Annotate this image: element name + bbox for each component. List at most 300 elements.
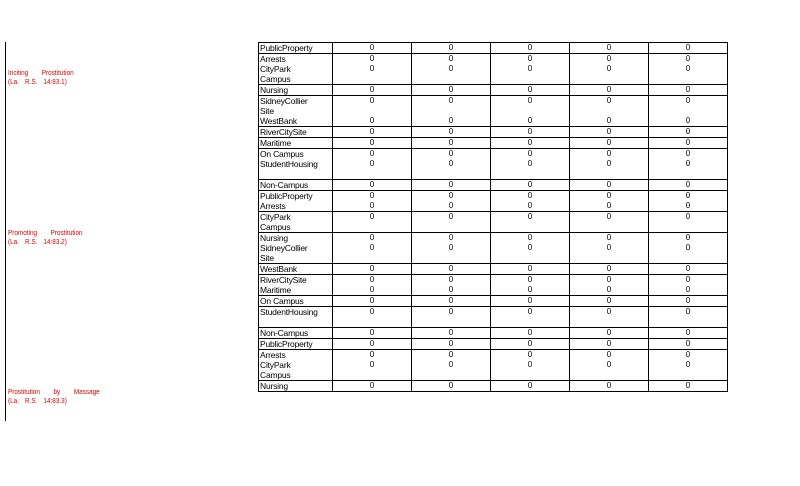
location-label: On Campus xyxy=(260,149,304,159)
count-cell xyxy=(491,381,570,392)
count-cell xyxy=(412,54,491,85)
count-value: 0 xyxy=(448,85,454,94)
count-value: 0 xyxy=(527,350,533,359)
count-value: 0 xyxy=(527,85,533,94)
count-cell xyxy=(570,96,649,127)
count-value: 0 xyxy=(685,191,691,200)
count-cell xyxy=(491,264,570,275)
count-cell xyxy=(412,350,491,381)
count-value: 0 xyxy=(369,191,375,200)
count-value: 0 xyxy=(685,285,691,294)
count-cell xyxy=(649,212,728,233)
count-value: 0 xyxy=(369,138,375,147)
count-cell xyxy=(412,191,491,212)
count-value: 0 xyxy=(606,43,612,52)
location-label: SidneyCollier xyxy=(260,243,308,253)
count-value: 0 xyxy=(369,116,375,125)
location-label: PublicProperty xyxy=(260,43,313,53)
count-value: 0 xyxy=(369,296,375,305)
count-cell xyxy=(649,138,728,149)
table-row xyxy=(259,328,728,339)
count-value: 0 xyxy=(448,64,454,73)
count-cell xyxy=(570,43,649,54)
count-value: 0 xyxy=(369,64,375,73)
count-value: 0 xyxy=(685,96,691,105)
count-cell xyxy=(570,127,649,138)
count-value: 0 xyxy=(606,64,612,73)
location-label xyxy=(260,169,332,179)
count-value xyxy=(412,106,490,116)
offense-label xyxy=(8,228,83,246)
count-value: 0 xyxy=(685,264,691,273)
count-cell xyxy=(649,350,728,381)
location-cell xyxy=(259,233,333,264)
count-cell xyxy=(333,339,412,350)
location-label: WestBank xyxy=(260,264,297,274)
table-row xyxy=(259,43,728,54)
count-value: 0 xyxy=(527,159,533,168)
count-cell xyxy=(570,350,649,381)
location-cell xyxy=(259,328,333,339)
count-value: 0 xyxy=(448,149,454,158)
count-value: 0 xyxy=(606,264,612,273)
count-cell xyxy=(570,149,649,180)
count-cell xyxy=(649,339,728,350)
location-cell xyxy=(259,350,333,381)
count-value: 0 xyxy=(527,149,533,158)
count-value: 0 xyxy=(527,127,533,136)
count-value: 0 xyxy=(685,296,691,305)
count-value: 0 xyxy=(527,264,533,273)
count-cell xyxy=(333,381,412,392)
count-cell xyxy=(412,264,491,275)
count-value: 0 xyxy=(606,138,612,147)
location-label: CityPark xyxy=(260,64,291,74)
count-cell xyxy=(412,275,491,296)
count-value: 0 xyxy=(369,328,375,337)
location-label: SidneyCollier xyxy=(260,96,308,106)
count-cell xyxy=(333,328,412,339)
count-cell xyxy=(649,296,728,307)
count-cell xyxy=(333,96,412,127)
count-value: 0 xyxy=(369,381,375,390)
location-cell xyxy=(259,43,333,54)
offense-column xyxy=(5,42,259,421)
count-value: 0 xyxy=(685,381,691,390)
count-value: 0 xyxy=(527,328,533,337)
table-row xyxy=(259,180,728,191)
count-cell xyxy=(491,96,570,127)
count-cell xyxy=(333,180,412,191)
count-cell xyxy=(491,149,570,180)
count-value: 0 xyxy=(685,350,691,359)
count-cell xyxy=(649,149,728,180)
count-cell xyxy=(570,85,649,96)
count-cell xyxy=(491,85,570,96)
count-value: 0 xyxy=(606,233,612,242)
count-value: 0 xyxy=(369,360,375,369)
count-cell xyxy=(333,233,412,264)
count-value: 0 xyxy=(369,275,375,284)
count-value: 0 xyxy=(685,233,691,242)
count-value: 0 xyxy=(527,275,533,284)
count-value: 0 xyxy=(448,243,454,252)
table-row xyxy=(259,54,728,85)
count-value: 0 xyxy=(606,328,612,337)
location-cell xyxy=(259,85,333,96)
location-label: Campus xyxy=(260,74,291,84)
count-cell xyxy=(491,43,570,54)
count-value: 0 xyxy=(527,360,533,369)
count-cell xyxy=(570,191,649,212)
count-value: 0 xyxy=(369,180,375,189)
count-value: 0 xyxy=(448,138,454,147)
count-value: 0 xyxy=(606,381,612,390)
location-cell xyxy=(259,264,333,275)
count-value: 0 xyxy=(527,339,533,348)
count-value: 0 xyxy=(606,339,612,348)
count-cell xyxy=(333,350,412,381)
location-label: CityPark xyxy=(260,360,291,370)
count-value: 0 xyxy=(369,43,375,52)
offense-citation: (La. R.S. 14:83.2) xyxy=(8,237,67,246)
offense-name-word: Inciting xyxy=(8,68,29,77)
location-label: Site xyxy=(260,106,274,116)
count-cell xyxy=(412,233,491,264)
location-label: Arrests xyxy=(260,201,286,211)
count-value: 0 xyxy=(448,307,454,316)
count-value: 0 xyxy=(369,339,375,348)
count-value: 0 xyxy=(606,116,612,125)
count-value: 0 xyxy=(448,212,454,221)
count-cell xyxy=(649,275,728,296)
count-value xyxy=(649,106,727,116)
count-cell xyxy=(570,264,649,275)
offense-name-word: by xyxy=(53,387,61,396)
count-cell xyxy=(570,339,649,350)
offense-citation: (La. R.S. 14:83.3) xyxy=(8,396,67,405)
count-cell xyxy=(570,233,649,264)
location-cell xyxy=(259,275,333,296)
count-cell xyxy=(412,85,491,96)
count-value: 0 xyxy=(685,212,691,221)
count-value: 0 xyxy=(527,243,533,252)
count-value: 0 xyxy=(448,328,454,337)
location-cell xyxy=(259,149,333,180)
location-label: StudentHousing xyxy=(260,307,318,317)
count-value: 0 xyxy=(606,149,612,158)
count-cell xyxy=(491,212,570,233)
count-value: 0 xyxy=(369,96,375,105)
location-cell xyxy=(259,127,333,138)
count-value: 0 xyxy=(527,212,533,221)
count-cell xyxy=(491,180,570,191)
count-value: 0 xyxy=(369,54,375,63)
offense-name-word: Promoting xyxy=(8,228,38,237)
count-cell xyxy=(412,149,491,180)
count-cell xyxy=(412,180,491,191)
location-cell xyxy=(259,212,333,233)
count-value: 0 xyxy=(606,191,612,200)
table-row xyxy=(259,296,728,307)
location-label: RiverCitySite xyxy=(260,275,307,285)
table-row xyxy=(259,96,728,127)
count-value: 0 xyxy=(527,201,533,210)
count-cell xyxy=(649,264,728,275)
count-cell xyxy=(333,138,412,149)
count-cell xyxy=(649,85,728,96)
table-row xyxy=(259,275,728,296)
count-cell xyxy=(412,127,491,138)
count-value: 0 xyxy=(685,201,691,210)
count-value: 0 xyxy=(685,149,691,158)
count-cell xyxy=(491,307,570,328)
count-value: 0 xyxy=(369,149,375,158)
count-value: 0 xyxy=(685,275,691,284)
count-cell xyxy=(412,381,491,392)
count-value: 0 xyxy=(685,138,691,147)
count-value xyxy=(333,106,411,116)
table-row xyxy=(259,307,728,328)
count-value: 0 xyxy=(685,339,691,348)
count-cell xyxy=(412,307,491,328)
offense-name-word: Prostitution xyxy=(8,387,40,396)
count-value: 0 xyxy=(527,54,533,63)
count-cell xyxy=(491,339,570,350)
count-cell xyxy=(570,180,649,191)
location-cell xyxy=(259,296,333,307)
count-cell xyxy=(412,296,491,307)
location-label: Nursing xyxy=(260,85,288,95)
location-label: PublicProperty xyxy=(260,339,313,349)
location-label: Site xyxy=(260,253,274,263)
location-label: Non-Campus xyxy=(260,180,309,190)
count-value: 0 xyxy=(369,233,375,242)
count-value: 0 xyxy=(606,285,612,294)
count-cell xyxy=(412,96,491,127)
count-value xyxy=(491,106,569,116)
location-label: WestBank xyxy=(260,116,297,126)
count-cell xyxy=(649,328,728,339)
table-row xyxy=(259,127,728,138)
location-label: Maritime xyxy=(260,285,291,295)
offense-name xyxy=(8,68,74,77)
count-value: 0 xyxy=(606,159,612,168)
count-value: 0 xyxy=(685,64,691,73)
count-value: 0 xyxy=(448,43,454,52)
offense-label xyxy=(8,68,74,86)
count-cell xyxy=(333,54,412,85)
count-cell xyxy=(491,233,570,264)
location-label: Non-Campus xyxy=(260,328,309,338)
location-label: Nursing xyxy=(260,381,288,391)
count-cell xyxy=(570,296,649,307)
location-label: Arrests xyxy=(260,350,286,360)
count-cell xyxy=(570,381,649,392)
count-value: 0 xyxy=(527,116,533,125)
count-value: 0 xyxy=(448,201,454,210)
location-label: CityPark xyxy=(260,212,291,222)
count-value: 0 xyxy=(685,116,691,125)
count-cell xyxy=(649,127,728,138)
count-cell xyxy=(491,54,570,85)
count-value: 0 xyxy=(527,43,533,52)
count-cell xyxy=(649,191,728,212)
count-cell xyxy=(412,328,491,339)
count-cell xyxy=(333,296,412,307)
count-cell xyxy=(412,339,491,350)
count-value: 0 xyxy=(685,54,691,63)
table-row xyxy=(259,85,728,96)
count-value: 0 xyxy=(606,180,612,189)
count-value: 0 xyxy=(369,159,375,168)
count-cell xyxy=(333,307,412,328)
count-value: 0 xyxy=(448,159,454,168)
count-cell xyxy=(570,212,649,233)
count-value: 0 xyxy=(685,328,691,337)
count-value: 0 xyxy=(369,264,375,273)
count-cell xyxy=(491,296,570,307)
location-label: StudentHousing xyxy=(260,159,318,169)
table-row xyxy=(259,138,728,149)
table-row xyxy=(259,381,728,392)
count-value: 0 xyxy=(527,180,533,189)
count-value: 0 xyxy=(606,127,612,136)
count-value: 0 xyxy=(685,127,691,136)
count-value: 0 xyxy=(527,285,533,294)
offense-name-word: Prostitution xyxy=(41,68,74,77)
table-row xyxy=(259,264,728,275)
location-label: Campus xyxy=(260,222,291,232)
table-row xyxy=(259,233,728,264)
count-cell xyxy=(333,275,412,296)
location-label: Arrests xyxy=(260,54,286,64)
count-value: 0 xyxy=(448,233,454,242)
count-value: 0 xyxy=(448,180,454,189)
count-cell xyxy=(333,85,412,96)
count-value: 0 xyxy=(369,350,375,359)
count-cell xyxy=(570,275,649,296)
location-cell xyxy=(259,381,333,392)
location-cell xyxy=(259,138,333,149)
count-value: 0 xyxy=(527,296,533,305)
count-value: 0 xyxy=(527,233,533,242)
count-value: 0 xyxy=(369,201,375,210)
offense-label xyxy=(8,387,100,405)
offense-name xyxy=(8,228,83,237)
count-value: 0 xyxy=(369,212,375,221)
count-value: 0 xyxy=(448,96,454,105)
count-value: 0 xyxy=(685,360,691,369)
table-row xyxy=(259,339,728,350)
count-cell xyxy=(412,138,491,149)
count-cell xyxy=(649,96,728,127)
location-cell xyxy=(259,54,333,85)
count-value: 0 xyxy=(606,96,612,105)
count-value: 0 xyxy=(606,296,612,305)
count-cell xyxy=(333,149,412,180)
location-label: Maritime xyxy=(260,138,291,148)
count-value: 0 xyxy=(369,85,375,94)
table-row xyxy=(259,191,728,212)
count-value: 0 xyxy=(606,275,612,284)
count-value: 0 xyxy=(448,350,454,359)
count-cell xyxy=(649,307,728,328)
count-cell xyxy=(491,328,570,339)
count-value: 0 xyxy=(448,127,454,136)
count-cell xyxy=(649,43,728,54)
count-value: 0 xyxy=(606,85,612,94)
location-label: Nursing xyxy=(260,233,288,243)
count-value: 0 xyxy=(448,275,454,284)
count-cell xyxy=(333,212,412,233)
location-cell xyxy=(259,339,333,350)
count-value: 0 xyxy=(369,307,375,316)
count-value: 0 xyxy=(606,212,612,221)
count-value: 0 xyxy=(527,307,533,316)
count-cell xyxy=(412,43,491,54)
count-value: 0 xyxy=(685,307,691,316)
location-cell xyxy=(259,307,333,328)
count-cell xyxy=(491,191,570,212)
count-value: 0 xyxy=(527,381,533,390)
count-value: 0 xyxy=(448,360,454,369)
count-value: 0 xyxy=(369,243,375,252)
count-cell xyxy=(649,381,728,392)
location-label: Campus xyxy=(260,370,291,380)
count-value: 0 xyxy=(448,116,454,125)
location-cell xyxy=(259,191,333,212)
count-value: 0 xyxy=(606,201,612,210)
count-value: 0 xyxy=(685,85,691,94)
count-value: 0 xyxy=(527,64,533,73)
count-value: 0 xyxy=(606,54,612,63)
table-row xyxy=(259,212,728,233)
count-cell xyxy=(333,43,412,54)
count-cell xyxy=(570,138,649,149)
table-row xyxy=(259,149,728,180)
location-label: RiverCitySite xyxy=(260,127,307,137)
count-value: 0 xyxy=(685,180,691,189)
count-value: 0 xyxy=(448,264,454,273)
count-value: 0 xyxy=(448,296,454,305)
location-label: On Campus xyxy=(260,296,304,306)
count-cell xyxy=(491,350,570,381)
count-value: 0 xyxy=(606,243,612,252)
count-cell xyxy=(333,264,412,275)
count-value: 0 xyxy=(527,96,533,105)
count-value: 0 xyxy=(369,127,375,136)
count-value: 0 xyxy=(448,191,454,200)
offense-name-word: Prostitution xyxy=(50,228,83,237)
count-value: 0 xyxy=(527,191,533,200)
count-cell xyxy=(412,212,491,233)
count-value: 0 xyxy=(527,138,533,147)
crime-statistics-table xyxy=(258,42,728,392)
location-label: PublicProperty xyxy=(260,191,313,201)
count-cell xyxy=(333,127,412,138)
count-value: 0 xyxy=(448,339,454,348)
count-cell xyxy=(649,180,728,191)
location-label xyxy=(260,317,332,327)
count-value: 0 xyxy=(606,307,612,316)
count-value: 0 xyxy=(685,243,691,252)
table-row xyxy=(259,350,728,381)
count-cell xyxy=(491,275,570,296)
count-cell xyxy=(491,138,570,149)
count-cell xyxy=(491,127,570,138)
count-cell xyxy=(649,233,728,264)
